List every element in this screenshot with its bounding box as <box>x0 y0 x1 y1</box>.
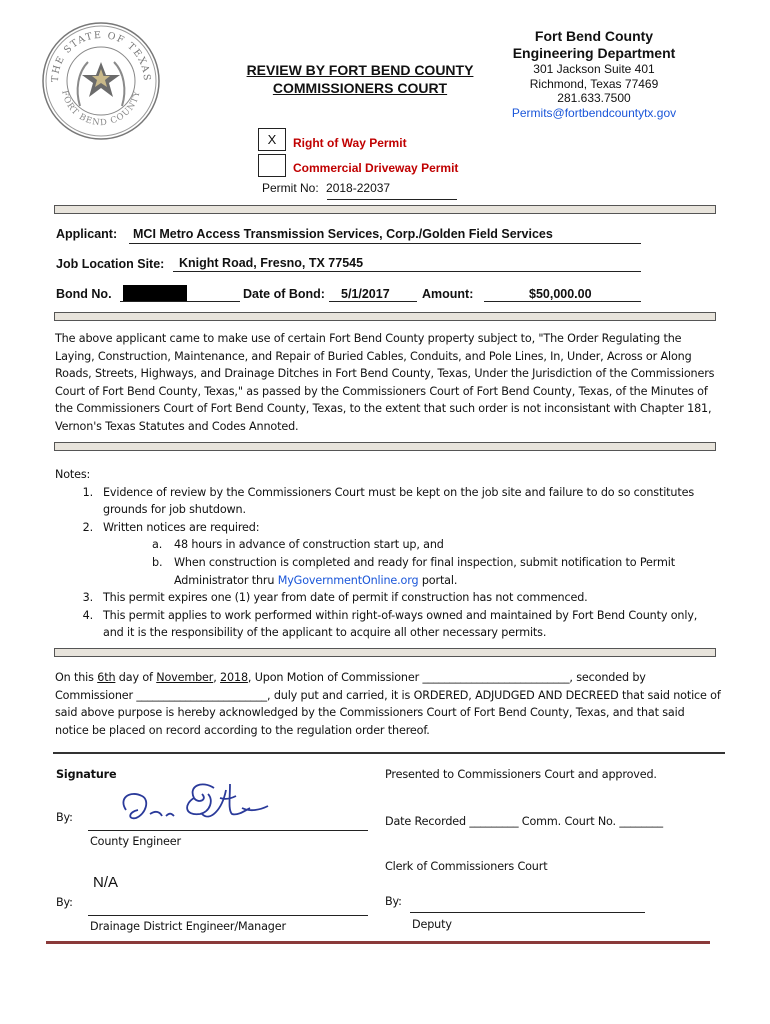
note-item: 3. This permit expires one (1) year from date of permit if construction has not commenced. <box>82 591 588 605</box>
right-of-way-checkbox[interactable]: X <box>258 128 286 151</box>
department-name-line2: Engineering Department <box>512 45 676 61</box>
section-rule <box>53 752 725 754</box>
bond-number-label: Bond No. <box>56 287 112 301</box>
note-subitem: b. When construction is completed and ready for final inspection, submit notification to Permit Administrator thru MyGovernmentOnline.org portal. <box>152 555 675 587</box>
bottom-rule <box>46 941 710 944</box>
bond-date-value: 5/1/2017 <box>341 287 390 301</box>
signature-heading: Signature <box>56 768 117 781</box>
drainage-na-entry: N/A <box>93 874 119 891</box>
bond-number-redaction <box>123 285 187 301</box>
commercial-driveway-checkbox[interactable] <box>258 154 286 177</box>
clerk-title: Clerk of Commissioners Court <box>385 860 548 873</box>
section-divider-bar <box>54 205 716 214</box>
by-label: By: <box>56 811 73 824</box>
amount-underline <box>484 301 641 302</box>
order-day: 6th <box>97 671 116 684</box>
section-divider-bar <box>54 442 716 451</box>
county-engineer-title: County Engineer <box>90 835 181 848</box>
amount-value: $50,000.00 <box>529 287 592 301</box>
notes-title: Notes: <box>55 468 91 481</box>
department-address-block <box>474 28 714 120</box>
deputy-title: Deputy <box>412 918 452 931</box>
note-item: 4. This permit applies to work performed within right-of-ways owned and maintained by Fort Bend County only, and it is the responsibility of the applicant to acquire all other necessary permits. <box>82 608 698 640</box>
note-item: 2. Written notices are required: <box>82 520 260 534</box>
applicant-underline <box>129 243 641 244</box>
order-year: 2018 <box>220 671 248 684</box>
permit-number-underline <box>327 199 457 200</box>
date-recorded-court-number: Date Recorded _________ Comm. Court No. ________ <box>385 815 663 828</box>
court-order-paragraph: On this 6th day of November, 2018, Upon Motion of Commissioner ___________________________, seconded by Commissioner ________________________, duly put and carried, it is ORDERED, ADJUDGED AND DECREED that said notice of said above purpose is hereby acknowledged by the Commissioners Court of Fort Bend County, Texas, and that said notice be placed on record according to the regulation order thereof. <box>55 671 721 737</box>
county-seal-logo <box>40 20 162 142</box>
phone-number: 281.633.7500 <box>557 91 631 105</box>
note-item: 1. Evidence of review by the Commissioners Court must be kept on the job site and failure to do so constitutes grounds for job shutdown. <box>82 485 695 517</box>
by-label: By: <box>56 896 73 909</box>
bond-number-underline <box>120 301 240 302</box>
address-line1: 301 Jackson Suite 401 <box>533 62 655 76</box>
amount-label: Amount: <box>422 287 474 301</box>
handwritten-signature <box>110 770 290 832</box>
presented-statement: Presented to Commissioners Court and approved. <box>385 768 657 781</box>
svg-text:FORT BEND COUNTY: FORT BEND COUNTY <box>59 89 143 129</box>
mygovernmentonline-link[interactable]: MyGovernmentOnline.org <box>277 573 419 587</box>
document-title: REVIEW BY FORT BEND COUNTY COMMISSIONERS COURT <box>246 62 474 96</box>
bond-date-label: Date of Bond: <box>243 287 325 301</box>
regulation-paragraph: The above applicant came to make use of certain Fort Bend County property subject to, "The Order Regulating the Laying, Construction, Maintenance, and Repair of Buried Cables, Conduits, and Pole Lines, In, Under, Across or Along Roads, Streets, Highways, and Drainage Ditches in Fort Bend County, Texas, Under the Jurisdiction of the Commissioners Court of Fort Bend County, Texas," as passed by the Commissioners Court of Fort Bend County, Texas, of the Minutes of the Commissioners Court of Fort Bend County, Texas, to the extent that such order is not inconsistant with Chapter 181, Vernon's Texas Statutes and Codes Annoted. <box>55 332 715 433</box>
address-line2: Richmond, Texas 77469 <box>529 76 659 91</box>
right-of-way-label: Right of Way Permit <box>293 136 407 150</box>
department-name-line1: Fort Bend County <box>534 28 654 44</box>
by-label: By: <box>385 895 402 908</box>
permit-number-row <box>262 181 390 195</box>
job-location-value: Knight Road, Fresno, TX 77545 <box>179 256 364 270</box>
job-location-label: Job Location Site: <box>56 257 165 271</box>
clerk-signature-line <box>410 912 645 913</box>
drainage-signature-line <box>88 915 368 916</box>
job-location-underline <box>173 271 641 272</box>
order-month: November <box>156 671 214 684</box>
applicant-value: MCI Metro Access Transmission Services, Corp./Golden Field Services <box>133 227 553 241</box>
permit-number-label: Permit No: <box>262 181 319 195</box>
notes-section <box>55 466 721 642</box>
svg-text:THE STATE OF TEXAS: THE STATE OF TEXAS <box>49 29 153 83</box>
section-divider-bar <box>54 648 716 657</box>
applicant-label: Applicant: <box>56 227 118 241</box>
email-link[interactable]: Permits@fortbendcountytx.gov <box>511 105 677 120</box>
bond-date-underline <box>329 301 417 302</box>
drainage-engineer-title: Drainage District Engineer/Manager <box>90 920 286 933</box>
note-subitem: a. 48 hours in advance of construction start up, and <box>152 538 444 552</box>
commercial-driveway-label: Commercial Driveway Permit <box>293 161 459 175</box>
permit-number-value: 2018-22037 <box>326 181 391 195</box>
section-divider-bar <box>54 312 716 321</box>
county-engineer-signature-line <box>88 830 368 831</box>
